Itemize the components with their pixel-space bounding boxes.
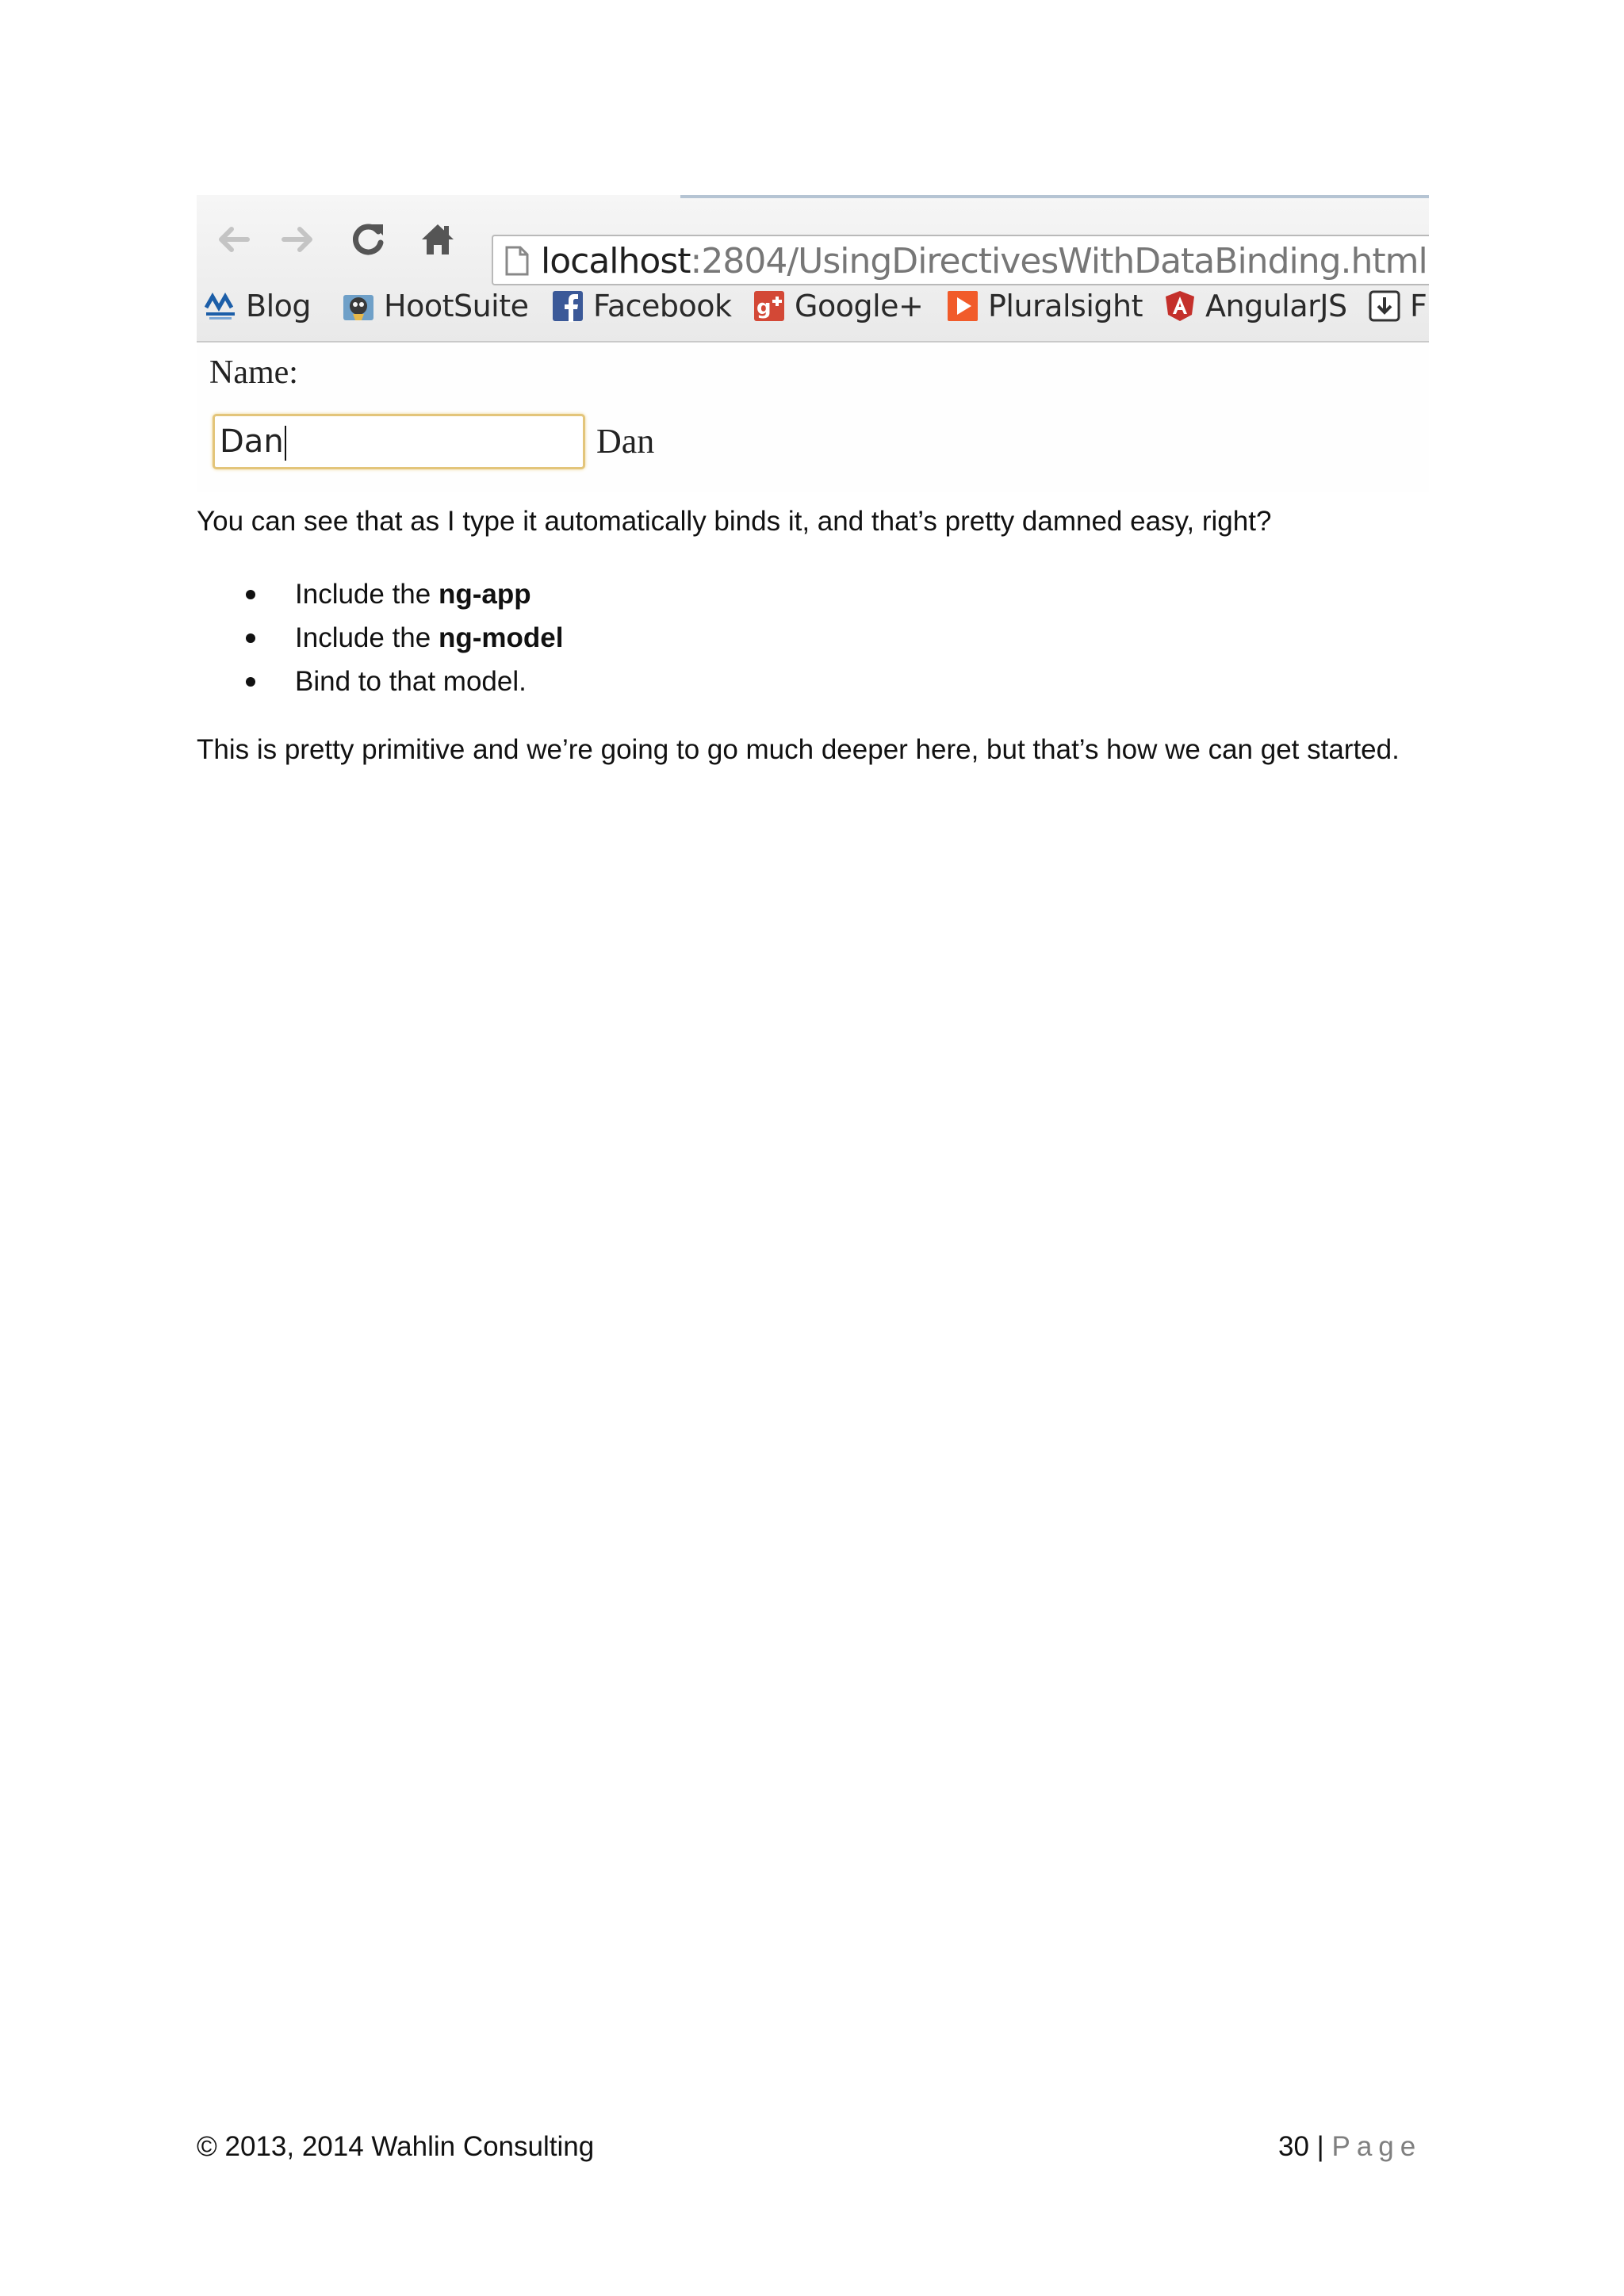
list-item [197, 616, 563, 660]
aspnet-icon [205, 290, 236, 322]
list-item [197, 572, 563, 616]
bound-name-output: Dan [596, 422, 655, 461]
name-input[interactable] [213, 414, 585, 469]
address-bar[interactable] [492, 235, 1429, 285]
browser-screenshot [197, 195, 1429, 492]
footer-separator: | [1316, 2131, 1324, 2162]
page-document-icon [504, 246, 530, 280]
page-word: Page [1331, 2131, 1423, 2162]
svg-text:g: g [756, 296, 772, 320]
bookmark-label: Facebook [593, 289, 732, 323]
text-caret [285, 426, 286, 461]
bookmark-label: AngularJS [1205, 289, 1347, 323]
list-item-text: Include the [295, 622, 439, 653]
url-path: :2804/UsingDirectivesWithDataBinding.html [690, 241, 1427, 281]
list-item-code: ng-app [438, 579, 531, 610]
angularjs-icon [1164, 290, 1196, 322]
intro-paragraph: You can see that as I type it automatically binds it, and that’s pretty damned easy, right? [197, 506, 1272, 537]
bookmark-download[interactable] [1369, 285, 1427, 327]
footer-page-number [1278, 2130, 1422, 2164]
bookmark-facebook[interactable] [552, 285, 732, 327]
closing-paragraph: This is pretty primitive and we’re going to go much deeper here, but that’s how we can get started. [197, 734, 1400, 765]
download-icon [1369, 290, 1400, 322]
bookmark-pluralsight[interactable] [947, 285, 1143, 327]
bookmark-google-plus[interactable] [753, 285, 923, 327]
bookmarks-bar [197, 285, 1429, 327]
list-item-code: ng-model [438, 622, 564, 653]
list-item [197, 660, 563, 703]
url-host: localhost [541, 241, 691, 281]
tab-edge [680, 195, 1429, 198]
forward-arrow-icon[interactable] [278, 216, 319, 263]
bookmark-label: Google+ [795, 289, 924, 323]
hootsuite-icon [343, 290, 374, 322]
bookmark-label: HootSuite [384, 289, 529, 323]
facebook-icon [552, 290, 584, 322]
bullet-icon [246, 677, 255, 687]
demo-page-content [197, 342, 1429, 492]
footer-copyright: © 2013, 2014 Wahlin Consulting [197, 2131, 595, 2162]
browser-toolbar [197, 195, 1429, 342]
pluralsight-icon [947, 290, 979, 322]
back-arrow-icon[interactable] [213, 216, 254, 263]
page-number: 30 [1278, 2131, 1309, 2162]
bullet-icon [246, 633, 255, 643]
google-plus-icon [753, 290, 785, 322]
bookmark-label: Blog [246, 289, 311, 323]
bookmark-angularjs[interactable] [1164, 285, 1347, 327]
name-label: Name: [209, 354, 298, 391]
bookmark-blog[interactable] [205, 285, 311, 327]
bookmark-overflow-label: F [1410, 289, 1427, 323]
list-item-text: Include the [295, 579, 439, 610]
bullet-icon [246, 590, 255, 599]
navigation-row [197, 216, 1429, 281]
list-item-text: Bind to that model. [295, 666, 527, 697]
reload-icon[interactable] [347, 216, 389, 263]
name-input-value: Dan [220, 423, 284, 460]
bookmark-label: Pluralsight [988, 289, 1143, 323]
home-icon[interactable] [417, 216, 458, 263]
bookmark-hootsuite[interactable] [343, 285, 529, 327]
url-text [541, 242, 1427, 281]
steps-list [197, 572, 563, 703]
